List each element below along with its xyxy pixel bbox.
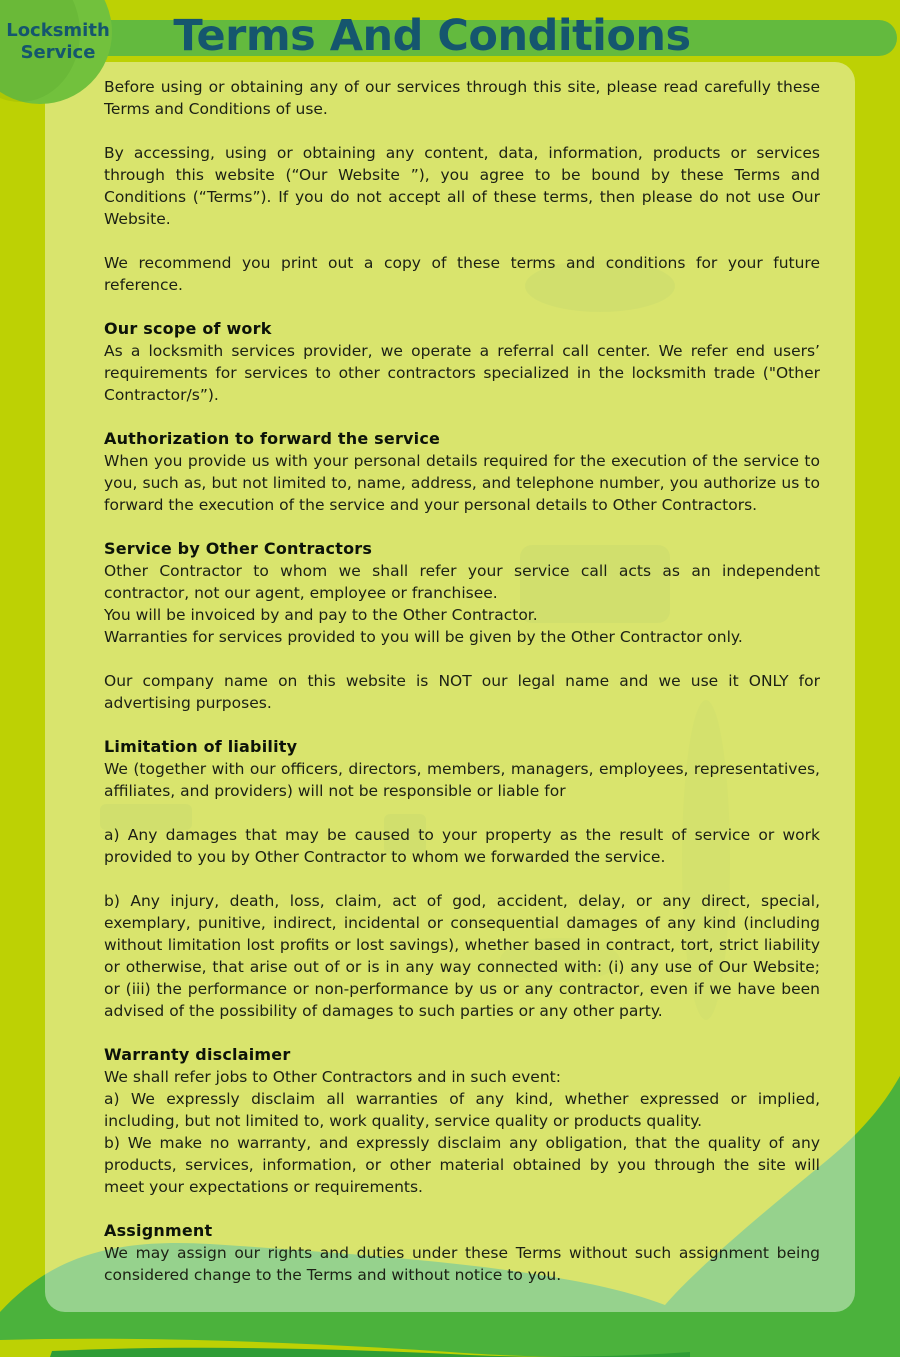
section-paragraph: You will be invoiced by and pay to the Other Contractor. (104, 606, 538, 624)
intro-paragraph: By accessing, using or obtaining any content, data, information, products or services through this website (“Our Website ”), you agree to be bound by these Terms and Conditions (“Terms”). If you do not accept all of these terms, then please do not use Our Website. (104, 144, 820, 228)
section-heading-service-by-other-contractors: Service by Other Contractors (104, 539, 373, 558)
logo-text-line2: Service (20, 42, 96, 63)
section-paragraph: We shall refer jobs to Other Contractors and in such event: (104, 1068, 561, 1086)
section-heading-limitation-of-liability: Limitation of liability (104, 737, 298, 756)
section-paragraph: b) Any injury, death, loss, claim, act of god, accident, delay, or any direct, special, exemplary, punitive, indirect, incidental or consequential damages of any kind (including without limitation lost profits or lost savings), whether based in contract, tort, strict liability or otherwise, that arise out of or is in any way connected with: (i) any use of Our Website; or (iii) the performance or non-performance by us or any contractor, even if we have been advised of the possibility of damages to such parties or any other party. (104, 892, 820, 1020)
terms-panel (45, 62, 855, 1312)
section-paragraph: We (together with our officers, directors, members, managers, employees, representatives, affiliates, and providers) will not be responsible or liable for (104, 760, 820, 800)
section-paragraph: a) We expressly disclaim all warranties of any kind, whether expressed or implied, including, but not limited to, work quality, service quality or products quality. (104, 1090, 820, 1130)
section-paragraph: As a locksmith services provider, we operate a referral call center. We refer end users’ requirements for services to other contractors specialized in the locksmith trade ("Other Contractor/s”). (104, 342, 820, 404)
section-paragraph: a) Any damages that may be caused to your property as the result of service or work provided to you by Other Contractor to whom we forwarded the service. (104, 826, 820, 866)
section-paragraph: Our company name on this website is NOT our legal name and we use it ONLY for advertising purposes. (104, 672, 820, 712)
section-paragraph: b) We make no warranty, and expressly disclaim any obligation, that the quality of any products, services, information, or other material obtained by you through the site will meet your expectations or requirements. (104, 1134, 820, 1196)
intro-paragraph: We recommend you print out a copy of these terms and conditions for your future reference. (104, 254, 820, 294)
section-heading-warranty-disclaimer: Warranty disclaimer (104, 1045, 291, 1064)
logo-text (4, 20, 112, 64)
section-paragraph: When you provide us with your personal details required for the execution of the service to you, such as, but not limited to, name, address, and telephone number, you authorize us to forward the execution of the service and your personal details to Other Contractors. (104, 452, 820, 514)
section-heading-assignment: Assignment (104, 1221, 213, 1240)
section-heading-our-scope-of-work: Our scope of work (104, 319, 272, 338)
section-paragraph: Other Contractor to whom we shall refer your service call acts as an independent contractor, not our agent, employee or franchisee. (104, 562, 820, 602)
page-title: Terms And Conditions (173, 11, 691, 61)
section-paragraph: Warranties for services provided to you will be given by the Other Contractor only. (104, 628, 743, 646)
intro-paragraph: Before using or obtaining any of our services through this site, please read carefully these Terms and Conditions of use. (104, 78, 820, 118)
section-heading-authorization-to-forward: Authorization to forward the service (104, 429, 441, 448)
logo-text-line1: Locksmith (6, 20, 110, 41)
section-paragraph: We may assign our rights and duties under these Terms without such assignment being considered change to the Terms and without notice to you. (104, 1244, 820, 1284)
